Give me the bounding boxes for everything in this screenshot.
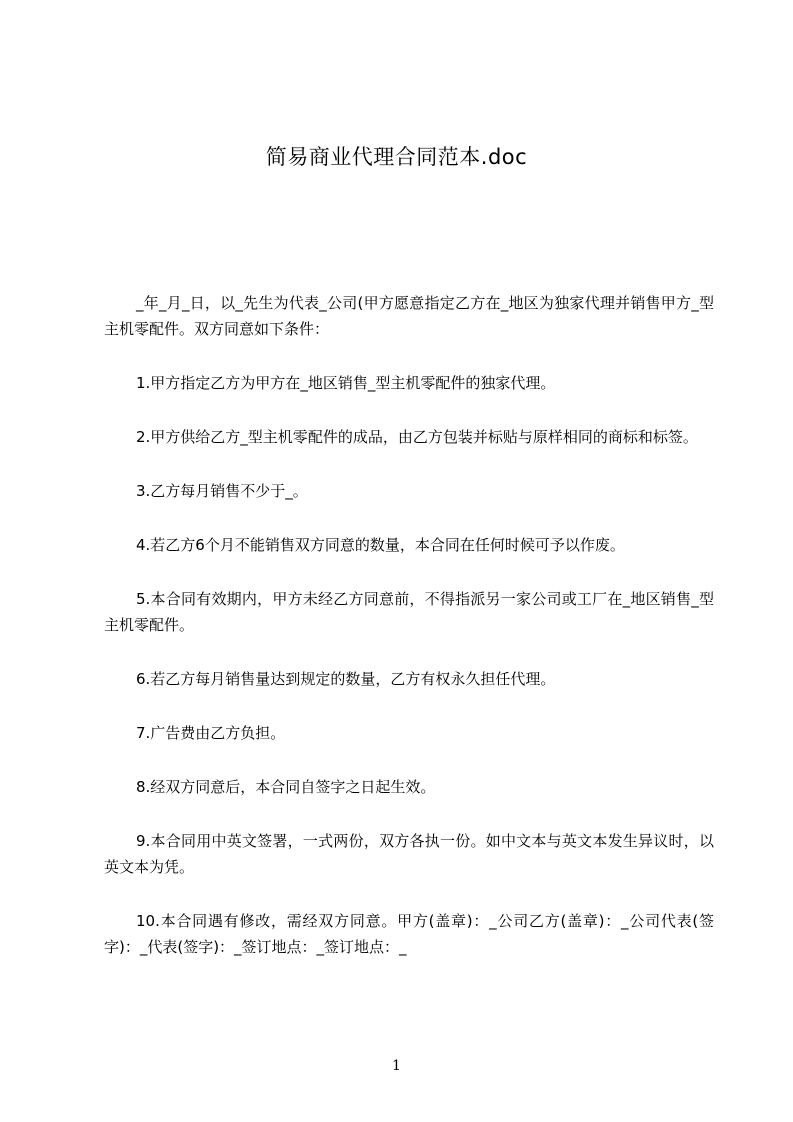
paragraph-clause-4: 4.若乙方6个月不能销售双方同意的数量，本合同在任何时候可予以作废。 <box>136 536 625 554</box>
paragraph-clause-3: 3.乙方每月销售不少于_。 <box>136 482 308 500</box>
document-body <box>104 290 714 988</box>
page-number: 1 <box>392 1058 401 1074</box>
paragraph-clause-9: 9.本合同用中英文签署，一式两份，双方各执一份。如中文本与英文本发生异议时，以英文本为凭。 <box>104 832 714 876</box>
paragraph-clause-8: 8.经双方同意后，本合同自签字之日起生效。 <box>136 778 436 796</box>
paragraph-clause-2: 2.甲方供给乙方_型主机零配件的成品，由乙方包装并标贴与原样相同的商标和标签。 <box>136 428 698 446</box>
page-title: 简易商业代理合同范本.doc <box>265 145 528 169</box>
paragraph-clause-7: 7.广告费由乙方负担。 <box>136 724 286 742</box>
paragraph-intro: _年_月_日，以_先生为代表_公司(甲方愿意指定乙方在_地区为独家代理并销售甲方_型主机零配件。双方同意如下条件： <box>104 294 714 338</box>
paragraph-clause-1: 1.甲方指定乙方为甲方在_地区销售_型主机零配件的独家代理。 <box>136 374 556 392</box>
paragraph-clause-5: 5.本合同有效期内，甲方未经乙方同意前，不得指派另一家公司或工厂在_地区销售_型主机零配件。 <box>104 590 714 634</box>
paragraph-clause-10: 10.本合同遇有修改，需经双方同意。甲方(盖章)：_公司乙方(盖章)：_公司代表(签字)：_代表(签字)：_签订地点：_签订地点：_ <box>104 912 714 956</box>
paragraph-clause-6: 6.若乙方每月销售量达到规定的数量，乙方有权永久担任代理。 <box>136 670 556 688</box>
